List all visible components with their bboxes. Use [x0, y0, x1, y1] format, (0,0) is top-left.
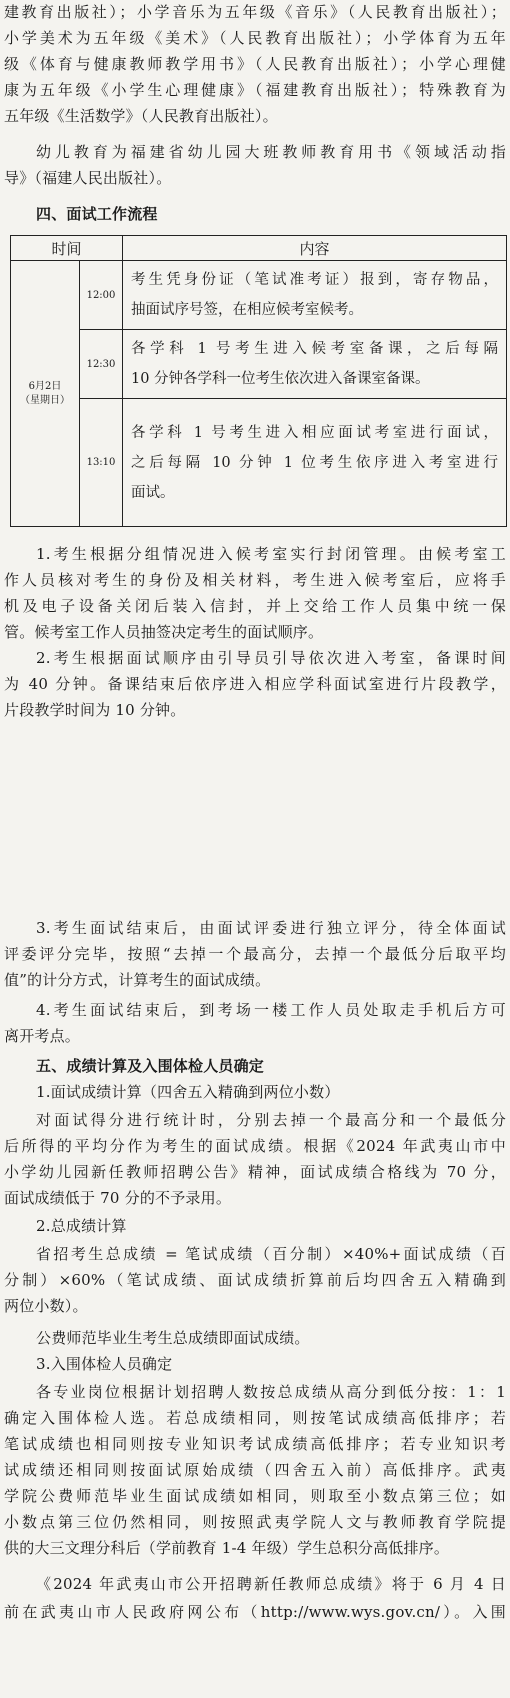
text-line: 后所得的平均分作为考生的面试成绩。根据《2024 年武夷山市中	[4, 1137, 506, 1155]
text-line: 确定入围体检人选。若总成绩相同，则按笔试成绩高低排序；若	[4, 1409, 506, 1427]
content-line: 之后每隔 10 分钟 1 位考生依序进入考室进行	[131, 454, 498, 471]
content-cell	[123, 399, 507, 527]
text-line: 两位小数）。	[4, 1297, 88, 1315]
text-line: 笔试成绩也相同则按专业知识考试成绩高低排序；若专业知识考	[4, 1435, 506, 1453]
text-line: 3.考生面试结束后，由面试评委进行独立评分，待全体面试	[36, 919, 506, 937]
text-line: 片段教学时间为 10 分钟。	[4, 701, 186, 719]
text-line: 管。候考室工作人员抽签决定考生的面试顺序。	[4, 623, 324, 641]
date-cell	[11, 261, 80, 527]
text-line: 离开考点。	[4, 1027, 81, 1045]
date-text: 6月2日	[28, 380, 62, 392]
text-line: 试成绩还相同则按面试原始成绩（四舍五入前）高低排序。武夷	[4, 1461, 506, 1479]
table-header-content: 内容	[123, 236, 507, 261]
content-line: 各学科 1 号考生进入相应面试考室进行面试，	[131, 424, 498, 441]
text-line: 学院公费师范毕业生面试成绩如相同，则取至小数点第三位；如	[4, 1487, 506, 1505]
text-line: 机及电子设备关闭后装入信封，并上交给工作人员集中统一保	[4, 597, 506, 615]
time-cell: 13:10	[80, 399, 123, 527]
content-line: 抽面试序号签，在相应候考室候考。	[131, 302, 363, 318]
content-line: 各学科 1 号考生进入候考室备课，之后每隔	[131, 341, 498, 357]
time-cell: 12:00	[80, 261, 123, 330]
section-heading: 五、成绩计算及入围体检人员确定	[36, 1057, 265, 1075]
text-line: 小学美术为五年级《美术》（人民教育出版社）；小学体育为五年	[4, 29, 506, 47]
text-line: 公费师范毕业生考生总成绩即面试成绩。	[36, 1329, 310, 1347]
text-line: 评委评分完毕，按照“去掉一个最高分，去掉一个最低分后取平均	[4, 945, 506, 963]
interview-schedule-table	[10, 235, 507, 527]
section-heading: 四、面试工作流程	[36, 205, 158, 223]
subheading: 1.面试成绩计算（四舍五入精确到两位小数）	[36, 1083, 340, 1101]
content-line: 10 分钟各学科一位考生依次进入备课室备课。	[131, 371, 430, 387]
table-header-time: 时间	[11, 236, 123, 261]
text-line: 2.考生根据面试顺序由引导员引导依次进入考室，备课时间	[36, 649, 506, 667]
text-line: 分制）×60%（笔试成绩、面试成绩折算前后均四舍五入精确到	[4, 1271, 506, 1289]
content-cell	[123, 261, 507, 330]
text-line: 对面试得分进行统计时，分别去掉一个最高分和一个最低分	[36, 1111, 506, 1129]
text-line: 1.考生根据分组情况进入候考室实行封闭管理。由候考室工	[36, 545, 506, 563]
subheading: 2.总成绩计算	[36, 1217, 127, 1235]
text-line: 级《体育与健康教师教学用书》（人民教育出版社）；小学心理健	[4, 55, 506, 73]
text-line: 五年级《生活数学》（人民教育出版社）。	[4, 107, 278, 125]
text-line: 4.考生面试结束后，到考场一楼工作人员处取走手机后方可	[36, 1001, 506, 1019]
text-line: 幼儿教育为福建省幼儿园大班教师教育用书《领域活动指	[36, 143, 506, 161]
text-line: 小数点第三位仍然相同，则按照武夷学院人文与教师教育学院提	[4, 1513, 506, 1531]
text-line: 面试成绩低于 70 分的不予录用。	[4, 1189, 232, 1207]
text-line: 供的大三文理分科后（学前教育 1-4 年级）学生总积分高低排序。	[4, 1539, 450, 1557]
text-line: 作人员核对考生的身份及相关材料，考生进入候考室后，应将手	[4, 571, 506, 589]
subheading: 3.入围体检人员确定	[36, 1355, 173, 1373]
text-line: 值”的计分方式，计算考生的面试成绩。	[4, 971, 271, 989]
text-line: 康为五年级《小学生心理健康》（福建教育出版社）；特殊教育为	[4, 81, 506, 99]
content-cell	[123, 330, 507, 399]
text-line: 各专业岗位根据计划招聘人数按总成绩从高分到低分按：1：1	[36, 1383, 506, 1401]
time-cell: 12:30	[80, 330, 123, 399]
text-line: 导》（福建人民出版社）。	[4, 169, 172, 187]
content-line: 面试。	[131, 484, 175, 501]
weekday-text: （星期日）	[20, 394, 70, 406]
text-line: 《2024 年武夷山市公开招聘新任教师总成绩》将于 6 月 4 日	[36, 1575, 506, 1593]
text-line: 小学幼儿园新任教师招聘公告》精神，面试成绩合格线为 70 分，	[4, 1163, 506, 1181]
text-line: 省招考生总成绩 = 笔试成绩（百分制）×40%+面试成绩（百	[36, 1245, 506, 1263]
content-line: 考生凭身份证（笔试准考证）报到，寄存物品，	[131, 272, 498, 288]
text-line: 前在武夷山市人民政府网公布（http://www.wys.gov.cn/）。入围	[4, 1603, 506, 1621]
text-line: 为 40 分钟。备课结束后依序进入相应学科面试室进行片段教学，	[4, 675, 506, 693]
text-line: 建教育出版社）；小学音乐为五年级《音乐》（人民教育出版社）；	[4, 3, 506, 21]
